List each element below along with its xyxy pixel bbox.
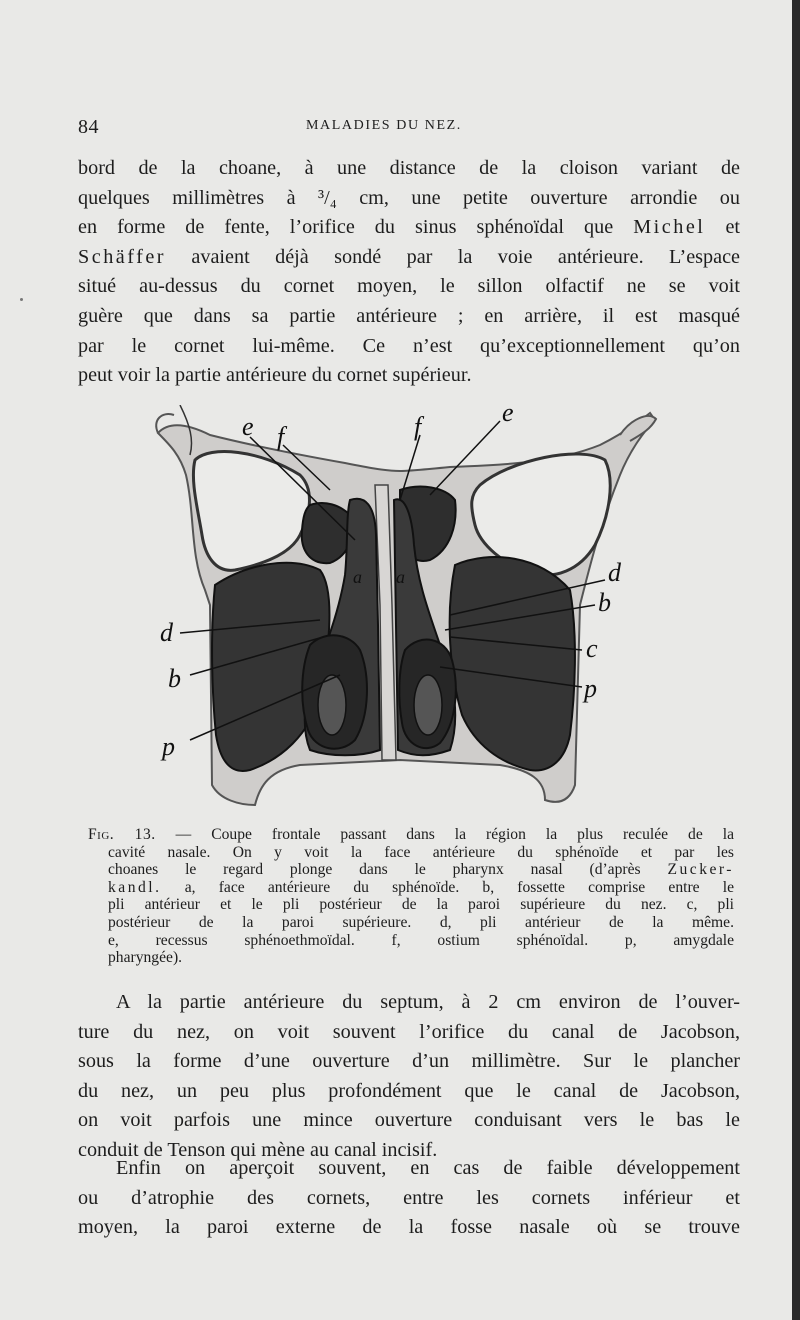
figure-caption (88, 826, 734, 967)
author-name: Michel (633, 216, 706, 239)
figure-label: f (277, 422, 285, 451)
caption-line: Fig. 13. — Coupe frontale passant dans la région la plus reculée de la (88, 826, 734, 843)
page-header (78, 114, 738, 144)
text-line: ou d’atrophie des cornets, entre les cornets inférieur et (78, 1186, 740, 1209)
anatomical-figure (150, 405, 660, 820)
figure-number: Fig. 13. (88, 826, 156, 843)
caption-line: choanes le regard plonge dans le pharynx nasal (d’après Zucker- (108, 861, 734, 879)
text-line: on voit parfois une mince ouverture conduisant vers le bas le (78, 1109, 740, 1132)
figure-label: d (608, 558, 621, 587)
figure-label: f (414, 412, 422, 441)
figure-label: p (584, 674, 597, 703)
figure-label: d (160, 618, 173, 647)
left-tonsil-highlight (318, 675, 346, 735)
figure-label: a (353, 567, 362, 587)
text-line: quelques millimètres à ³/₄ cm, une petite ouverture arrondie ou (78, 186, 740, 209)
caption-line: pharyngée). (108, 949, 183, 967)
text-line: A la partie antérieure du septum, à 2 cm environ de l’ouver- (116, 991, 740, 1013)
text-line: Enfin on aperçoit souvent, en cas de faible développement (116, 1157, 740, 1179)
nasal-cavity-illustration (150, 405, 660, 820)
caption-line: kandl. a, face antérieure du sphénoïde. b, fossette comprise entre le (108, 878, 734, 896)
paragraph-1 (78, 154, 740, 391)
text-line: peut voir la partie antérieure du cornet supérieur. (78, 364, 472, 387)
running-title: MALADIES DU NEZ. (306, 118, 462, 133)
figure-label: a (396, 567, 405, 587)
text-line: moyen, la paroi externe de la fosse nasale où se trouve (78, 1216, 740, 1239)
text-line: en forme de fente, l’orifice du sinus sphénoïdal que Michel et (78, 216, 741, 239)
paragraph-3 (78, 1154, 740, 1243)
text-line: sous la forme d’une ouverture d’un millimètre. Sur le plancher (78, 1050, 740, 1073)
figure-label: p (162, 732, 175, 761)
figure-label: e (242, 412, 254, 441)
figure-label: b (168, 664, 181, 693)
caption-line: postérieur de la paroi supérieure. d, pli antérieur de la même. (108, 913, 734, 931)
page-speck (20, 298, 23, 301)
text-line: bord de la choane, à une distance de la cloison variant de (78, 157, 740, 179)
text-line: guère que dans sa partie antérieure ; en arrière, il est masqué (78, 304, 740, 327)
author-name: Schäffer (78, 245, 167, 268)
right-tonsil-highlight (414, 675, 442, 735)
figure-label: c (586, 634, 598, 663)
caption-line: pli antérieur et le pli postérieur de la paroi supérieure du nez. c, pli (108, 896, 734, 914)
figure-label: e (502, 405, 514, 427)
text-line: ture du nez, on voit souvent l’orifice du canal de Jacobson, (78, 1020, 740, 1043)
text-line: par le cornet lui-même. Ce n’est qu’exceptionnellement qu’on (78, 334, 740, 357)
page-number: 84 (78, 116, 99, 138)
text-line: conduit de Tenson qui mène au canal incisif. (78, 1138, 438, 1161)
text-line: du nez, un peu plus profondément que le canal de Jacobson, (78, 1079, 740, 1102)
figure-label: b (598, 588, 611, 617)
caption-line: e, recessus sphénoethmoïdal. f, ostium sphénoïdal. p, amygdale (108, 931, 734, 949)
text-line: situé au-dessus du cornet moyen, le sillon olfactif ne se voit (78, 275, 740, 298)
caption-line: cavité nasale. On y voit la face antérieure du sphénoïde et par les (108, 843, 734, 861)
text-line: Schäffer avaient déjà sondé par la voie antérieure. L’espace (78, 245, 741, 268)
paragraph-2 (78, 988, 740, 1166)
right-bony-horn (620, 416, 656, 441)
